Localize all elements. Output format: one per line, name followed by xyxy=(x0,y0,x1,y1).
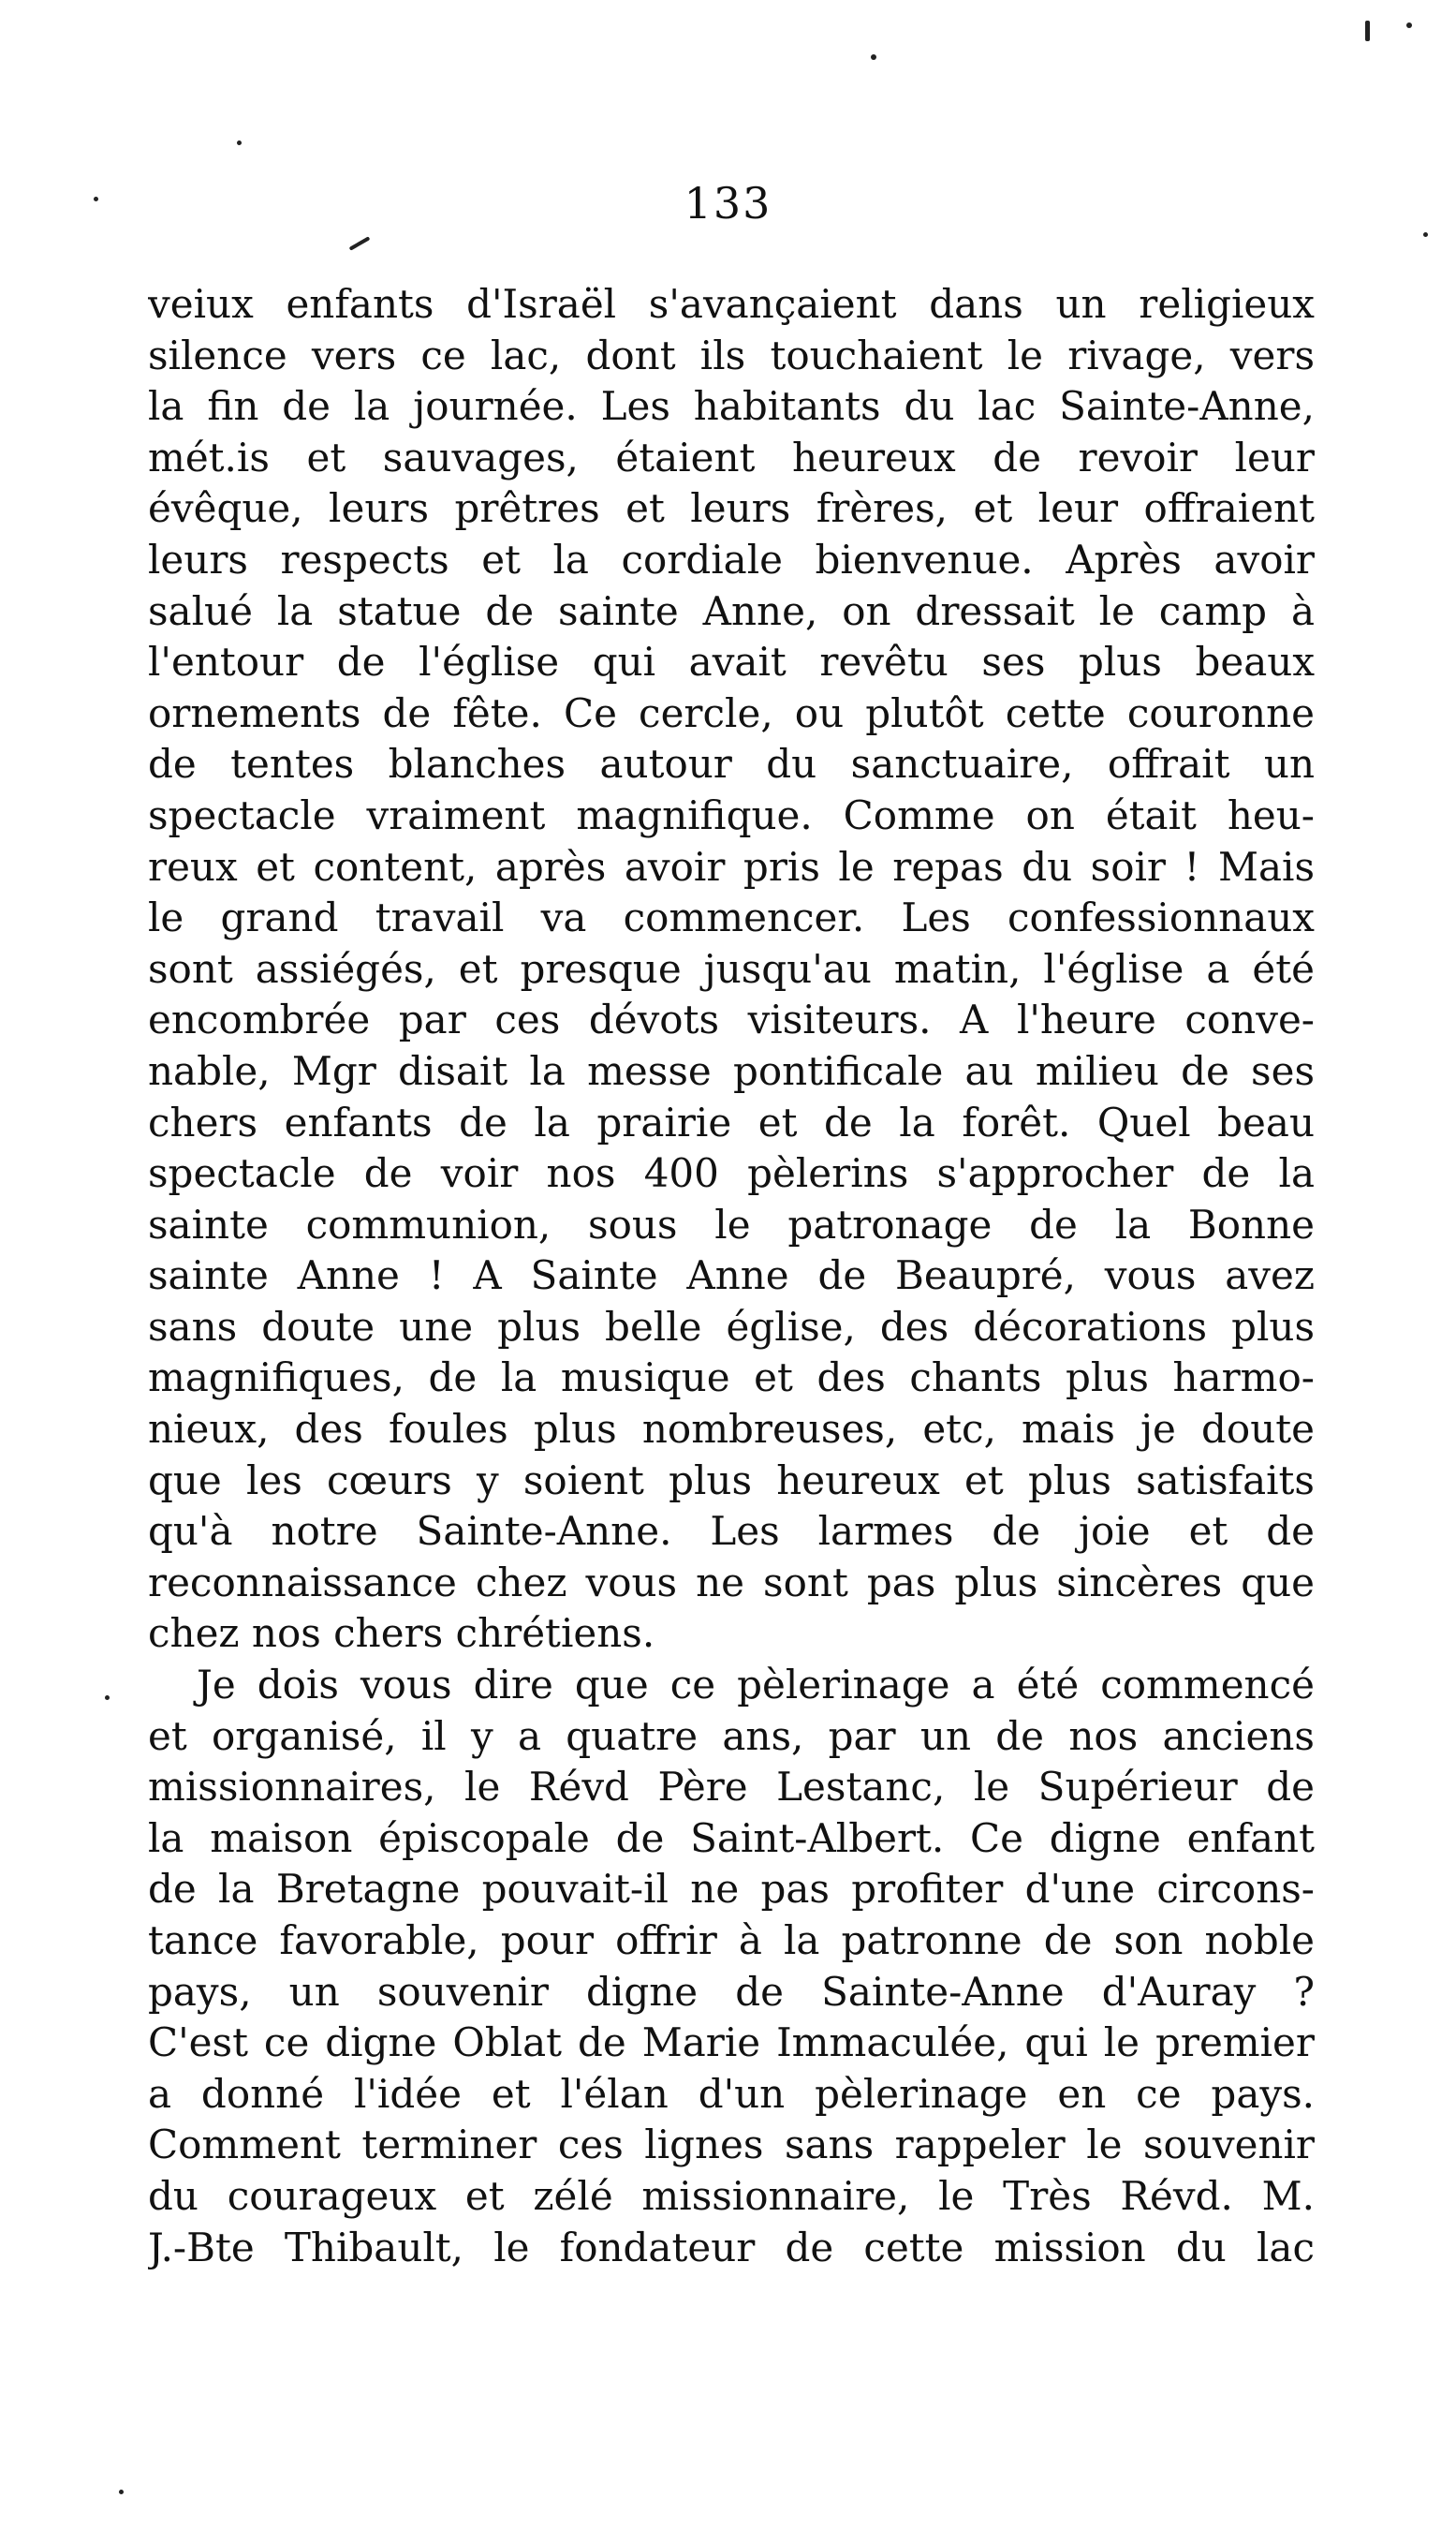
scan-speck xyxy=(871,54,876,60)
text-line: chez nos chers chrétiens. xyxy=(148,1610,655,1657)
text-line: leurs respects et la cordiale bienvenue. Après avoir xyxy=(148,536,1315,583)
text-line: chers enfants de la prairie et de la forêt. Quel beau xyxy=(148,1099,1315,1146)
text-line: ornements de fête. Ce cercle, ou plutôt cette couronne xyxy=(148,689,1315,736)
scan-speck xyxy=(94,197,98,201)
scan-speck xyxy=(119,2490,124,2494)
text-line: sainte communion, sous le patronage de la Bonne xyxy=(148,1201,1315,1248)
text-line: évêque, leurs prêtres et leurs frères, et leur offraient xyxy=(148,485,1315,532)
text-line: C'est ce digne Oblat de Marie Immaculée, qui le premier a donné l'idée et l'élan d'un pèlerinage en ce pays. xyxy=(148,2019,1315,2117)
text-line: Je dois vous dire que ce pèlerinage a été commencé xyxy=(197,1662,1315,1708)
text-line: mét.is et sauvages, étaient heureux de revoir leur xyxy=(148,434,1315,481)
text-line: sans doute une plus belle église, des décorations plus xyxy=(148,1303,1315,1350)
text-line: sont assiégés, et presque jusqu'au matin, l'église a été xyxy=(148,945,1315,992)
text-line: nieux, des foules plus nombreuses, etc, mais je doute xyxy=(148,1406,1315,1453)
text-line: J.-Bte Thibault, le fondateur de cette mission du lac xyxy=(148,2224,1315,2270)
paragraph-2 xyxy=(148,1660,1315,2273)
text-line: que les cœurs y soient plus heureux et plus satisfaits xyxy=(148,1456,1315,1503)
scan-speck xyxy=(1423,232,1428,237)
text-line: Comment terminer ces lignes sans rappeler le souvenir xyxy=(148,2122,1315,2168)
text-line: nable, Mgr disait la messe pontificale au milieu de ses xyxy=(148,1047,1315,1094)
text-line: la maison épiscopale de Saint-Albert. Ce digne enfant xyxy=(148,1814,1315,1861)
text-line: la fin de la journée. Les habitants du lac Sainte-Anne, xyxy=(148,383,1315,430)
text-line: magnifiques, de la musique et des chants plus harmo- xyxy=(148,1354,1315,1401)
text-line: encombrée par ces dévots visiteurs. A l'heure conve- xyxy=(148,997,1315,1043)
text-line: de tentes blanches autour du sanctuaire, offrait un xyxy=(148,741,1315,788)
scan-speck xyxy=(105,1695,110,1700)
body-text xyxy=(148,279,1315,2273)
text-line: sainte Anne ! A Sainte Anne de Beaupré, vous avez xyxy=(148,1252,1315,1299)
text-line: spectacle vraiment magnifique. Comme on était heu- xyxy=(148,791,1315,838)
text-line: l'entour de l'église qui avait revêtu ses plus beaux xyxy=(148,639,1315,686)
text-line: du courageux et zélé missionnaire, le Très Révd. M. xyxy=(148,2172,1315,2219)
scan-speck xyxy=(237,140,242,145)
text-line: reconnaissance chez vous ne sont pas plus sincères que xyxy=(148,1559,1315,1605)
text-line: tance favorable, pour offrir à la patronne de son noble xyxy=(148,1917,1315,1963)
paragraph-1 xyxy=(148,279,1315,1660)
text-line: veiux enfants d'Israël s'avançaient dans un religieux xyxy=(148,281,1315,327)
text-line: silence vers ce lac, dont ils touchaient le rivage, vers xyxy=(148,332,1315,378)
scan-speck xyxy=(349,236,371,250)
text-line: pays, un souvenir digne de Sainte-Anne d'Auray ? xyxy=(148,1968,1315,2015)
scan-speck xyxy=(1365,21,1370,41)
text-line: spectacle de voir nos 400 pèlerins s'approcher de la xyxy=(148,1150,1315,1197)
text-line: salué la statue de sainte Anne, on dressait le camp à xyxy=(148,587,1315,634)
page-number: 133 xyxy=(684,178,772,229)
text-line: et organisé, il y a quatre ans, par un de nos anciens xyxy=(148,1712,1315,1759)
text-line: qu'à notre Sainte-Anne. Les larmes de joie et de xyxy=(148,1508,1315,1555)
text-line: reux et content, après avoir pris le repas du soir ! Mais xyxy=(148,843,1315,890)
text-line: de la Bretagne pouvait-il ne pas profiter d'une circons- xyxy=(148,1866,1315,1913)
text-line: le grand travail va commencer. Les confessionnaux xyxy=(148,894,1315,941)
text-line: missionnaires, le Révd Père Lestanc, le Supérieur de xyxy=(148,1764,1315,1811)
scan-speck xyxy=(1406,22,1412,28)
